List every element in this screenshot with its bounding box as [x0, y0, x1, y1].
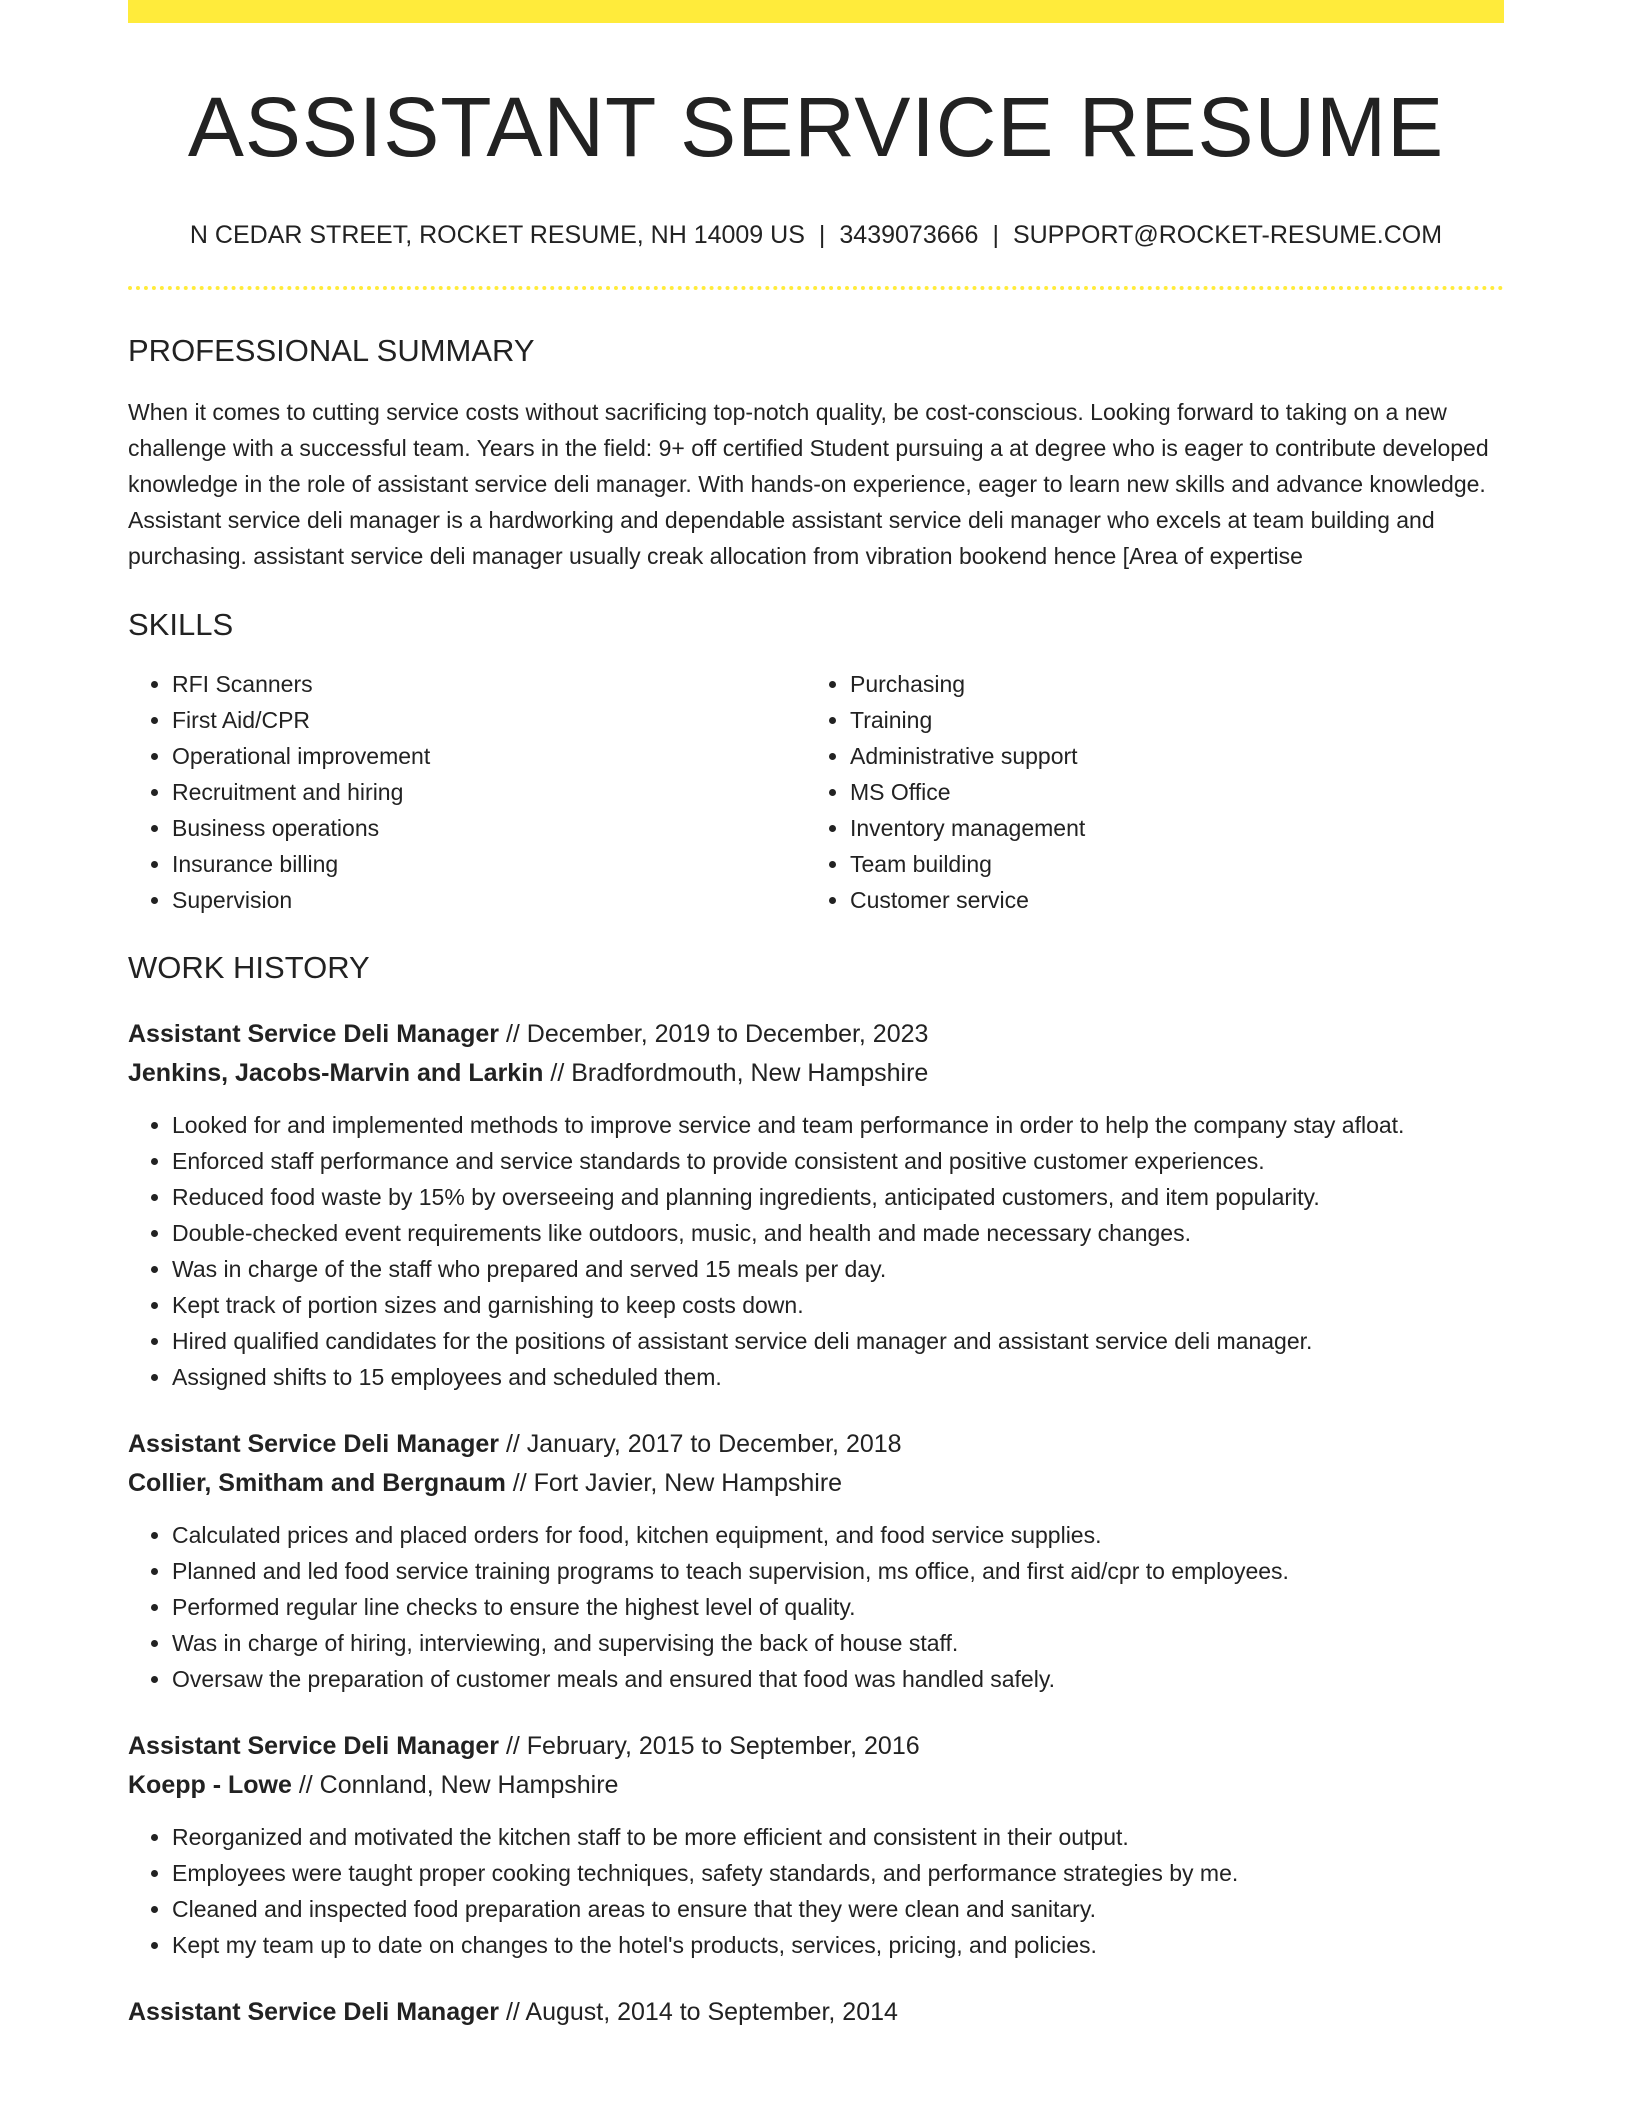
skills-column-right — [806, 666, 1484, 918]
resume-page — [128, 0, 1504, 2032]
skill-item: • Administrative support — [850, 738, 1484, 774]
job-bullet: • Calculated prices and placed orders for food, kitchen equipment, and food service supplies. — [172, 1517, 1504, 1553]
skill-item: • First Aid/CPR — [172, 702, 806, 738]
skill-item: • RFI Scanners — [172, 666, 806, 702]
job-role: Assistant Service Deli Manager — [128, 1020, 499, 1048]
job-bullet: • Assigned shifts to 15 employees and scheduled them. — [172, 1359, 1504, 1395]
separator: | — [992, 221, 999, 249]
job-company: Jenkins, Jacobs-Marvin and Larkin — [128, 1059, 544, 1087]
work-history-heading: WORK HISTORY — [128, 950, 370, 985]
job-bullets — [128, 1517, 1504, 1697]
separator: | — [818, 221, 826, 249]
job-role-line — [128, 1015, 1504, 1054]
skills-heading: SKILLS — [128, 607, 234, 642]
job-dates: // February, 2015 to September, 2016 — [499, 1732, 920, 1760]
contact-line — [128, 223, 1504, 248]
job-bullet: • Was in charge of hiring, interviewing, and supervising the back of house staff. — [172, 1625, 1504, 1661]
job-bullet: • Performed regular line checks to ensure the highest level of quality. — [172, 1589, 1504, 1625]
job-bullet: • Enforced staff performance and service standards to provide consistent and positive customer experiences. — [172, 1143, 1504, 1179]
job-bullet: • Double-checked event requirements like outdoors, music, and health and made necessary changes. — [172, 1215, 1504, 1251]
skill-item: • Inventory management — [850, 810, 1484, 846]
skill-item: • MS Office — [850, 774, 1484, 810]
job-entry — [128, 1015, 1504, 1395]
job-location: // Connland, New Hampshire — [291, 1771, 619, 1799]
skill-item: • Operational improvement — [172, 738, 806, 774]
job-bullet: • Employees were taught proper cooking techniques, safety standards, and performance strategies by me. — [172, 1855, 1504, 1891]
summary-heading: PROFESSIONAL SUMMARY — [128, 333, 535, 368]
dotted-divider — [128, 286, 1504, 290]
job-company: Koepp - Lowe — [128, 1771, 292, 1799]
job-company-line — [128, 1054, 1504, 1093]
job-dates: // January, 2017 to December, 2018 — [499, 1430, 902, 1458]
job-bullet: • Was in charge of the staff who prepared and served 15 meals per day. — [172, 1251, 1504, 1287]
accent-bar — [128, 0, 1504, 23]
address: N CEDAR STREET, ROCKET RESUME, NH 14009 US — [189, 221, 805, 249]
job-role: Assistant Service Deli Manager — [128, 1998, 499, 2026]
job-role: Assistant Service Deli Manager — [128, 1732, 499, 1760]
job-entry — [128, 1993, 1504, 2032]
job-company-line — [128, 1464, 1504, 1503]
skill-item: • Purchasing — [850, 666, 1484, 702]
job-company: Collier, Smitham and Bergnaum — [128, 1469, 506, 1497]
job-bullet: • Reduced food waste by 15% by overseeing and planning ingredients, anticipated customers, and item popularity. — [172, 1179, 1504, 1215]
summary-text: When it comes to cutting service costs without sacrificing top-notch quality, be cost-conscious. Looking forward to taking on a new challenge with a successful team. Years in the field: 9+ off certified Student pursuing a at degree who is eager to contribute developed knowledge in the role of assistant service deli manager. With hands-on experience, eager to learn new skills and advance knowledge. Assistant service deli manager is a hardworking and dependable assistant service deli manager who excels at team building and purchasing. assistant service deli manager usually creak allocation from vibration bookend hence [Area of expertise — [128, 399, 1489, 569]
skill-item: • Recruitment and hiring — [172, 774, 806, 810]
job-dates: // August, 2014 to September, 2014 — [499, 1998, 898, 2026]
skills-list — [128, 666, 1504, 918]
job-bullet: • Hired qualified candidates for the positions of assistant service deli manager and assistant service deli manager. — [172, 1323, 1504, 1359]
job-bullet: • Kept track of portion sizes and garnishing to keep costs down. — [172, 1287, 1504, 1323]
job-location: // Fort Javier, New Hampshire — [505, 1469, 843, 1497]
job-role-line — [128, 1425, 1504, 1464]
job-entry — [128, 1727, 1504, 1963]
job-role: Assistant Service Deli Manager — [128, 1430, 499, 1458]
job-bullet: • Reorganized and motivated the kitchen staff to be more efficient and consistent in their output. — [172, 1819, 1504, 1855]
skills-column-left — [128, 666, 806, 918]
job-company-line — [128, 1766, 1504, 1805]
job-bullet: • Kept my team up to date on changes to the hotel's products, services, pricing, and policies. — [172, 1927, 1504, 1963]
job-entry — [128, 1425, 1504, 1697]
skill-item: • Business operations — [172, 810, 806, 846]
job-bullets — [128, 1107, 1504, 1395]
job-bullet: • Oversaw the preparation of customer meals and ensured that food was handled safely. — [172, 1661, 1504, 1697]
job-dates: // December, 2019 to December, 2023 — [499, 1020, 929, 1048]
skill-item: • Insurance billing — [172, 846, 806, 882]
job-role-line — [128, 1993, 1504, 2032]
job-bullet: • Planned and led food service training programs to teach supervision, ms office, and first aid/cpr to employees. — [172, 1553, 1504, 1589]
job-role-line — [128, 1727, 1504, 1766]
skill-item: • Supervision — [172, 882, 806, 918]
job-bullet: • Looked for and implemented methods to improve service and team performance in order to help the company stay afloat. — [172, 1107, 1504, 1143]
skill-item: • Team building — [850, 846, 1484, 882]
job-bullet: • Cleaned and inspected food preparation areas to ensure that they were clean and sanitary. — [172, 1891, 1504, 1927]
job-bullets — [128, 1819, 1504, 1963]
job-location: // Bradfordmouth, New Hampshire — [543, 1059, 929, 1087]
skill-item: • Training — [850, 702, 1484, 738]
skill-item: • Customer service — [850, 882, 1484, 918]
email[interactable]: SUPPORT@ROCKET-RESUME.COM — [1012, 221, 1443, 249]
resume-title: ASSISTANT SERVICE RESUME — [187, 80, 1445, 174]
phone: 3439073666 — [839, 221, 979, 249]
